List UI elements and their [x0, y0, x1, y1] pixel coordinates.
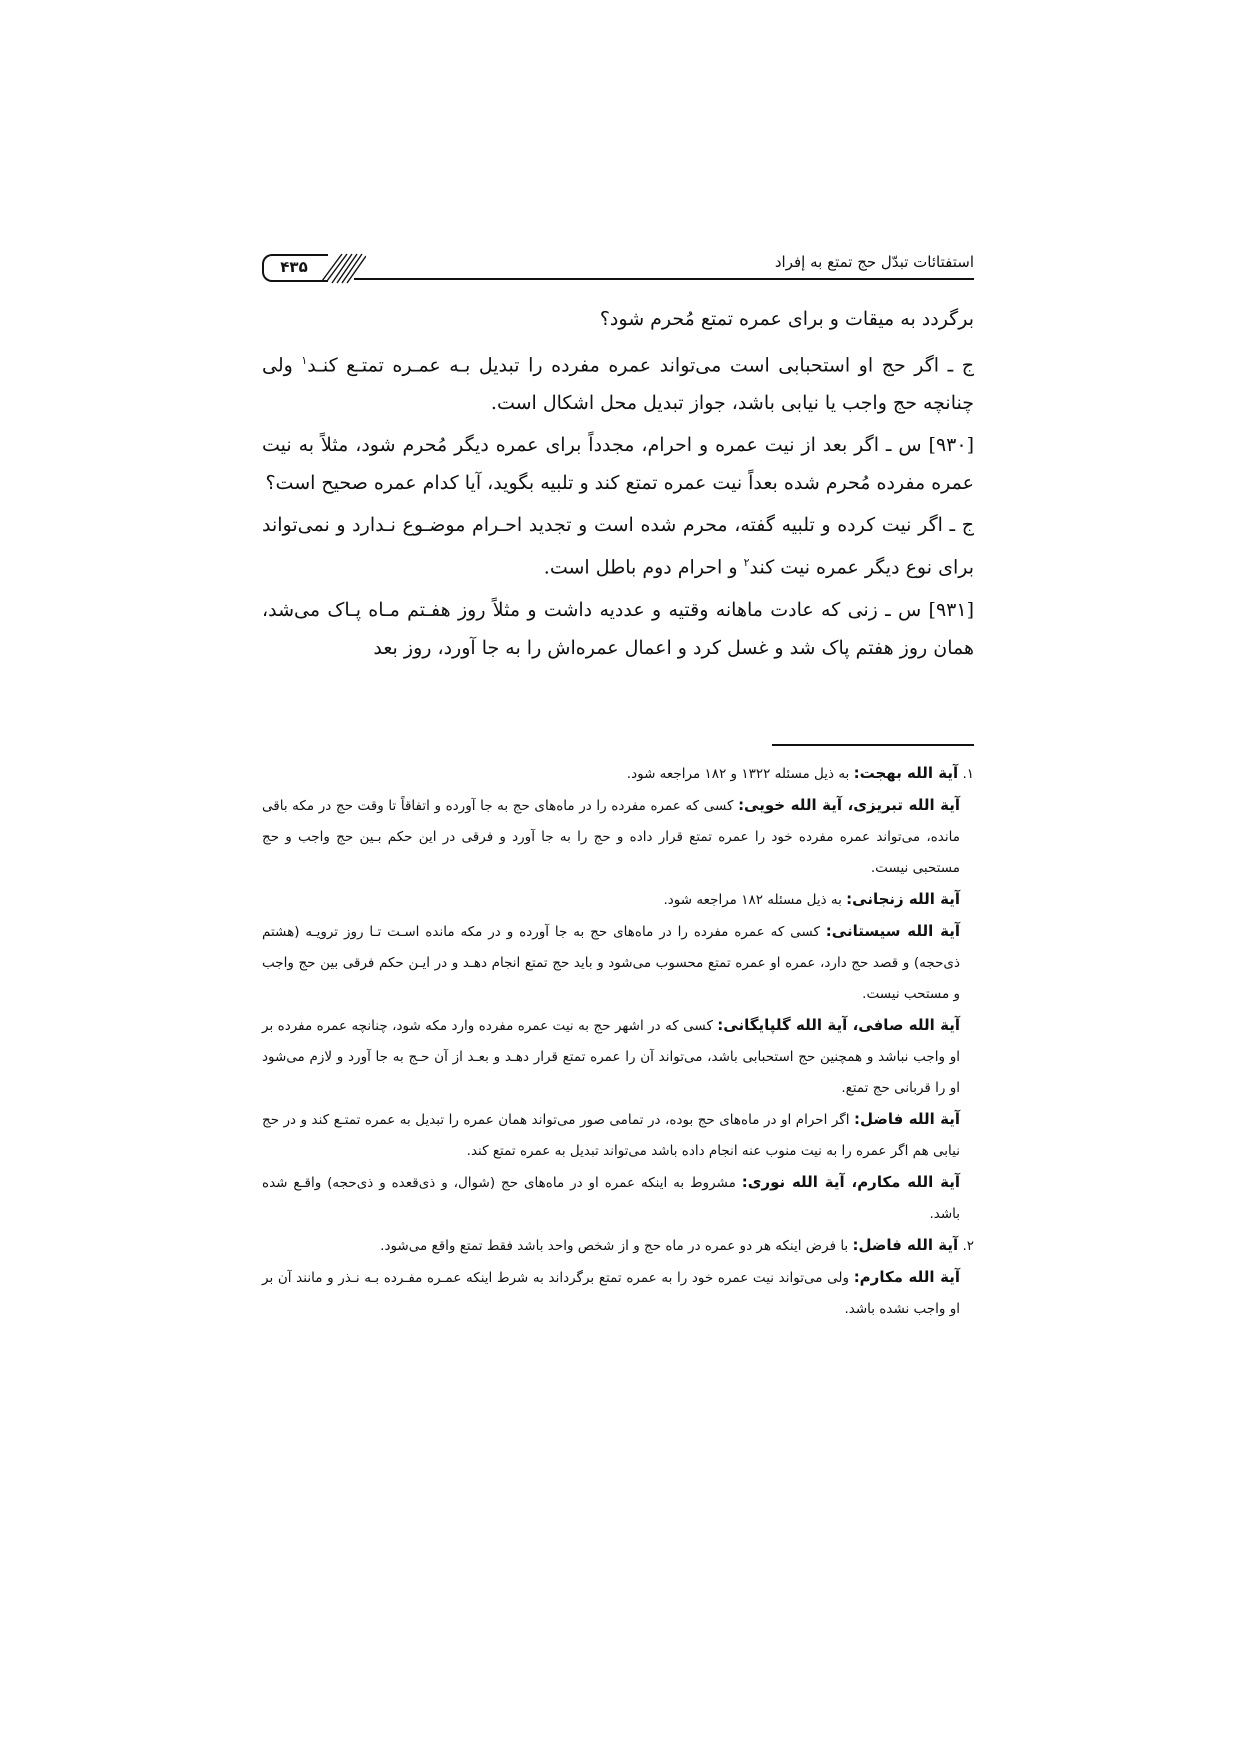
footnote-separator	[772, 744, 974, 746]
footnote-ref[interactable]: ۲	[743, 556, 750, 570]
footnote-entry: آية الله صافی، آية الله گلپایگانی: کسی که در اشهر حج به نیت عمره مفرده وارد مکه شود، چنانچه عمره مفرده بر او واجب نباشد و همچنین حج استحبابی باشد، می‌تواند آن را عمره تمتع قرار دهـد و بعـد از آن حـج به جا آورد و لازم می‌شود او را قربانی حج تمتع.	[262, 1016, 960, 1096]
paragraph: ج ـ اگر حج او استحبابی است می‌تواند عمره مفرده را تبدیل بـه عمـره تمتـع کنـد$^۱$ ولی چنانچه حج واجب یا نیابی باشد، جواز تبدیل محل اشکال است.	[262, 354, 974, 415]
footnote-entry: آية الله مکارم، آية الله نوری: مشروط به اینکه عمره او در ماه‌های حج (شوال، و ذی‌قعده و ذی‌حجه) واقـع شده باشد.	[262, 1173, 960, 1222]
header-rule	[354, 278, 974, 280]
page-header	[262, 250, 974, 288]
question-931: [۹۳۱] س ـ زنی که عادت ماهانه وقتیه و عددیه داشت و مثلاً روز هفـتم مـاه پـاک می‌شد، همان روز هفتم پاک شد و غسل کرد و اعمال عمره‌اش را به جا آورد، روز بعد	[262, 598, 974, 659]
paragraph: برگردد به میقات و برای عمره تمتع مُحرم شود؟	[599, 308, 974, 330]
page-number: ۴۳۵	[280, 258, 308, 276]
footnote-entry: آية الله مکارم: ولی می‌تواند نیت عمره خود را به عمره تمتع برگرداند به شرط اینکه عمـره مفـرده بـه نـذر و مانند آن بر او واجب نشده باشد.	[262, 1268, 960, 1317]
footnote-2: ۲. آية الله فاضل: با فرض اینکه هر دو عمره در ماه حج و از شخص واحد باشد فقط تمتع واقع می‌شود.	[380, 1236, 974, 1254]
footnote-ref[interactable]: ۱	[301, 354, 308, 367]
footnote-entry: آية الله فاضل: اگر احرام او در ماه‌های حج بوده، در تمامی صور می‌تواند همان عمره را تبدیل به عمره تمتـع کند و در حج نیابی هم اگر عمره را به نیت منوب عنه انجام داده باشد می‌تواند تبدیل به عمره تمتع کند.	[262, 1110, 960, 1159]
running-title: استفتائات تبدّل حج تمتع به إفراد	[774, 253, 974, 271]
decorative-slashes-icon	[318, 250, 366, 284]
footnote-1: ۱. آية الله بهجت: به ذیل مسئله ۱۳۲۲ و ۱۸۲ مراجعه شود.	[626, 764, 974, 782]
main-text	[262, 300, 974, 671]
footnote-entry: آية الله زنجانی: به ذیل مسئله ۱۸۲ مراجعه شود.	[663, 890, 960, 908]
footnote-entry: آية الله سیستانی: کسی که عمره مفرده را در ماه‌های حج به جا آورده و در مکه مانده اسـت تـا روز ترویـه (هشتم ذی‌حجه) و قصد حج دارد، عمره او عمره تمتع محسوب می‌شود و باید حج تمتع انجام دهـد و در ایـن حکم فرقی بین حج واجب و مستحب نیست.	[262, 922, 960, 1002]
question-930: [۹۳۰] س ـ اگر بعد از نیت عمره و احرام، مجدداً برای عمره دیگر مُحرم شود، مثلاً به نیت عمره مفرده مُحرم شده بعداً نیت عمره تمتع کند و تلبیه بگوید، آیا کدام عمره صحیح است؟	[262, 434, 974, 495]
answer-930: ج ـ اگر نیت کرده و تلبیه گفته، محرم شده است و تجدید احـرام موضـوع نـدارد و نمی‌تواند برای نوع دیگر عمره نیت کند$^۲$ و احرام دوم باطل است.	[262, 514, 974, 579]
footnotes	[262, 758, 974, 1325]
footnote-entry: آية الله تبریزی، آية الله خویی: کسی که عمره مفرده را در ماه‌های حج به جا آورده و اتفاقاً تا وقت حج در مکه باقی مانده، می‌تواند عمره مفرده خود را عمره تمتع قرار داده و حج را به جا آورد و فرقی در این حکم بـین حج واجب و حج مستحبی نیست.	[262, 796, 961, 876]
